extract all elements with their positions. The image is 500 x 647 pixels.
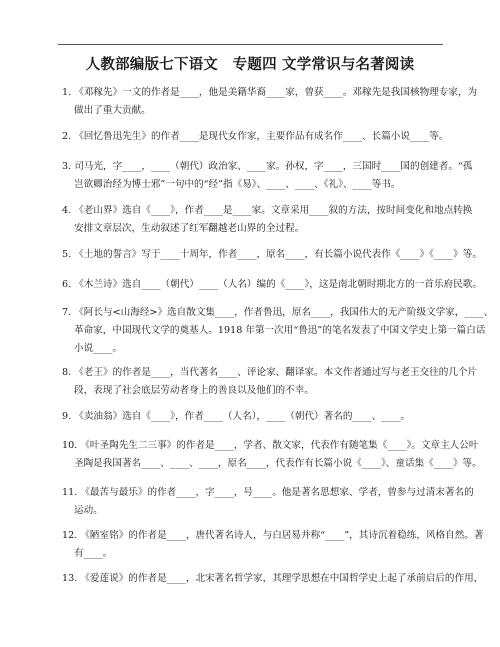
question-line: 安排文章层次，生动叙述了红军翻越老山界的全过程。 bbox=[74, 223, 305, 234]
question-line: 5. 《土地的誓言》写于____十周年，作者____，原名____，有长篇小说代表作《____》《____》等。 bbox=[62, 249, 482, 260]
question-line: 4. 《老山界》选自《____》，作者____是____家。文章采用____叙的方法，按时间变化和地点转换 bbox=[62, 205, 473, 216]
question-line: 6. 《木兰诗》选自____（朝代）____（人名）编的《____》，这是南北朝时期北方的一首乐府民歌。 bbox=[62, 279, 482, 290]
question-line: 9. 《卖油翁》选自《____》，作者____（人名），____（朝代）著名的____、____。 bbox=[62, 411, 410, 422]
question-line: 运动。 bbox=[74, 505, 103, 516]
header-rule bbox=[58, 44, 443, 45]
question-line: 2. 《回忆鲁迅先生》的作者____是现代女作家，主要作品有成名作____、长篇小说____等。 bbox=[62, 131, 449, 142]
question-line: 1. 《邓稼先》一文的作者是____，他是美籍华裔____家，曾获____。邓稼先是我国核物理专家，为 bbox=[62, 87, 478, 98]
question-8 bbox=[62, 364, 478, 400]
question-line: 13. 《爱莲说》的作者是____，北宋著名哲学家，其理学思想在中国哲学史上起了承前启后的作用， bbox=[62, 573, 484, 584]
question-line: 8. 《老王》的作者是____，当代著名____、评论家、翻译家。本文作者通过写与老王交往的几个片 bbox=[62, 367, 478, 378]
question-7 bbox=[62, 304, 494, 358]
question-13 bbox=[62, 570, 484, 588]
question-line: 12. 《陋室铭》的作者是____，唐代著名诗人，与白居易并称“____”，其诗沉着稳练，风格自然。著 bbox=[62, 530, 484, 541]
question-line: 段，表现了社会底层劳动者身上的善良以及他们的不幸。 bbox=[74, 385, 314, 396]
question-line: 3. 司马光，字____，____（朝代）政治家、____家。孙权，字____，三国时____国的创建者。“孤 bbox=[62, 161, 473, 172]
question-1 bbox=[62, 84, 478, 120]
question-4 bbox=[62, 202, 473, 238]
question-line: 小说____。 bbox=[74, 343, 122, 354]
question-5 bbox=[62, 246, 482, 264]
page-title: 人教部编版七下语文 专题四 文学常识与名著阅读 bbox=[85, 56, 415, 73]
question-line: 7. 《阿长与<山海经>》选自散文集____，作者鲁迅，原名____，我国伟大的无产阶级文学家，____、 bbox=[62, 307, 494, 318]
question-11 bbox=[62, 484, 474, 520]
question-line: 革命家，中国现代文学的奠基人。1918 年第一次用“鲁迅”的笔名发表了中国文学史上第一篇白话 bbox=[74, 325, 486, 336]
question-line: 圣陶是我国著名____、____、____，原名____，代表作有长篇小说《____》、童话集《____》等。 bbox=[74, 458, 482, 469]
question-3 bbox=[62, 158, 473, 194]
question-line: 做出了重大贡献。 bbox=[74, 105, 151, 116]
question-9 bbox=[62, 408, 440, 426]
question-line: 10. 《叶圣陶先生二三事》的作者是____，学者、散文家，代表作有随笔集《____》。文章主人公叶 bbox=[62, 440, 479, 451]
question-line: 岂欲卿治经为博士邪”一句中的“经”指《易》、____、____、《礼》、____等书。 bbox=[74, 179, 401, 190]
question-line: 11. 《最苦与最乐》的作者____，字____，号____。他是著名思想家、学者，曾参与过清末著名的 bbox=[62, 487, 474, 498]
question-10 bbox=[62, 437, 482, 473]
question-line: 有____。 bbox=[74, 548, 113, 559]
question-12 bbox=[62, 527, 484, 563]
question-6 bbox=[62, 276, 482, 294]
question-2 bbox=[62, 128, 449, 146]
